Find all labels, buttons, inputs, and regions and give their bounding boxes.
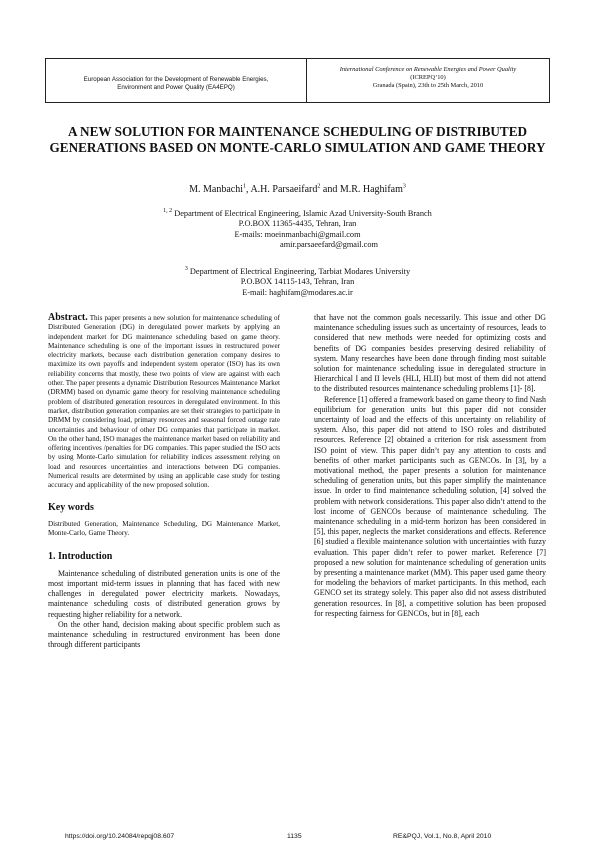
introduction-heading: 1. Introduction: [48, 550, 113, 562]
intro-paragraph-3: that have not the common goals necessarily. This issue and other DG maintenance scheduling issues such as uncertainty of resources, leads to considered that new methods were needed for optimizing costs and benefits of DG companies besides preserving desired reliability of system. Many researches have been done through finding most suitable solution for maintenance scheduling issue in deregulated structure in Hierarchical I and II levels (HLI, HLII) but most of them did not attend to the distributed resources maintenance scheduling problems [1]- [8].: [314, 313, 546, 394]
affiliation-1-address: P.O.BOX 11365-4435, Tehran, Iran: [238, 219, 357, 229]
journal-citation: RE&PQJ, Vol.1, No.8, April 2010: [393, 833, 492, 840]
conference-acronym: (ICREPQ’10): [410, 74, 446, 81]
keywords-text: Distributed Generation, Maintenance Scheduling, DG Maintenance Market, Monte-Carlo, Game Theory.: [48, 519, 280, 538]
doi-link[interactable]: https://doi.org/10.24084/repqj08.607: [65, 833, 175, 840]
affiliation-1-sup: 1, 2: [163, 208, 173, 215]
intro-paragraph-2: On the other hand, decision making about specific problem such as maintenance scheduling in restructured environment has been done through different participants: [48, 619, 280, 650]
affiliation-2: [0, 267, 595, 298]
affiliation-1-dept: Department of Electrical Engineering, Islamic Azad University-South Branch: [172, 209, 432, 218]
conference-name: International Conference on Renewable Energies and Power Quality: [339, 66, 517, 73]
affiliation-1-email-1: E-mails: moeinmanbachi@gmail.com: [234, 229, 361, 239]
page-number: 1135: [287, 833, 302, 840]
association-line-1: European Association for the Development of Renewable Energies,: [83, 75, 269, 83]
association-block: [46, 59, 307, 102]
conference-block: [307, 59, 549, 102]
affiliation-2-dept: Department of Electrical Engineering, Tarbiat Modares University: [187, 267, 411, 276]
abstract-text: This paper presents a new solution for maintenance scheduling of Distributed Generation (DG) in deregulated power markets by applying an independent market for DG maintenance scheduling based on game theory. Maintenance scheduling is one of the important issues in restructured power electricity markets, because each distribution generation company desires to maximize its own payoffs and independent system operator (ISO) has its own reliability concerns that mostly, these two points of view are against with each other. The paper presents a dynamic Distribution Resources Maintenance Market (DRMM) based on dynamic game theory for resolving maintenance scheduling problem of distributed generation resources in deregulated environment. In this market, distribution generation companies are set their strategies to participate in DRMM by considering load, primary resources and seasonal forced outage rate uncertainties and behaviour of other DG companies that participate in market. On the other hand, ISO manages the maintenance market based on reliability and offering incentives /penalties for DG companies. This paper studied the ISO acts by using Monte-Carlo simulation for reliability indices assessment relying on load and resources uncertainties and interactions between DG companies. Numerical results are determined by using an applicable case study for testing accuracy and applicability of the new proposed solution.: [48, 314, 280, 490]
conference-header: [45, 58, 550, 103]
keywords-heading: Key words: [48, 501, 94, 513]
conference-location-date: Granada (Spain), 23th to 25th March, 2010: [372, 82, 484, 89]
abstract-heading: Abstract.: [48, 312, 88, 323]
intro-paragraph-1: Maintenance scheduling of distributed generation units is one of the most important mid-term issues in planning that has faced with new challenges in deregulated power electricity markets. Nowadays, maintenance scheduling costs of distributed generation grows by requesting higher reliability for a network.: [48, 568, 280, 619]
affiliation-2-address: P.O.BOX 14115-143, Tehran, Iran: [240, 277, 355, 287]
author-1: M. Manbachi: [189, 184, 243, 195]
author-2-sup: 2: [317, 183, 321, 190]
affiliation-2-email: E-mail: haghifam@modares.ac.ir: [242, 287, 353, 297]
author-3: and M.R. Haghifam: [320, 184, 403, 195]
left-column: [48, 313, 280, 650]
right-column: [314, 313, 546, 619]
author-3-sup: 3: [402, 183, 406, 190]
abstract: [48, 313, 280, 491]
association-line-2: Environment and Power Quality (EA4EPQ): [117, 83, 235, 91]
author-2: , A.H. Parsaeifard: [246, 184, 318, 195]
intro-paragraph-4: Reference [1] offered a framework based on game theory to find Nash equilibrium for generation units but this paper did not consider uncertainty of load and the effects of this uncertainty on reliability of system. Also, this paper did not attend to ISO roles and distributed resources. Reference [2] obtained a criterion for risk assessment from ISO point of view. This paper didn’t pay any attention to costs and benefits of other market participants such as GENCOs. In [3], by a motivational method, the paper presents a solution for maintenance scheduling of generation units, but this paper simplify the maintenance issue. In order to find maintenance scheduling solution, [4] solved the problem with network considerations. This paper also didn’t attend to the lost income of GENCOs because of maintenance scheduling. The maintenance scheduling in a mid-term horizon has been considered in [5], this paper, neglects the market considerations and effects. Reference [6] studied a flexible maintenance solution with uncertainties with fuzzy evaluation. This paper didn’t refer to power market. Reference [7] proposed a new solution for maintenance scheduling of generation units by presenting a maintenance market (MM). This paper used game theory for modeling the behaviors of market participants. In this method, each GENCO set its strategy solely. This paper also did not assess distributed generation resources. In [8], a competitive solution has been proposed for respecting fairness for GENCOs, but in [8], each: [314, 394, 546, 618]
author-1-sup: 1: [243, 183, 246, 190]
affiliation-2-sup: 3: [184, 266, 188, 273]
paper-title: A NEW SOLUTION FOR MAINTENANCE SCHEDULING OF DISTRIBUTED GENERATIONS BASED ON MONTE-CARLO SIMULATION AND GAME THEORY: [49, 124, 546, 155]
affiliation-1-email-2: amir.parsaeefard@gmail.com: [280, 240, 378, 250]
author-line: [0, 184, 595, 195]
affiliation-1: [0, 209, 595, 251]
